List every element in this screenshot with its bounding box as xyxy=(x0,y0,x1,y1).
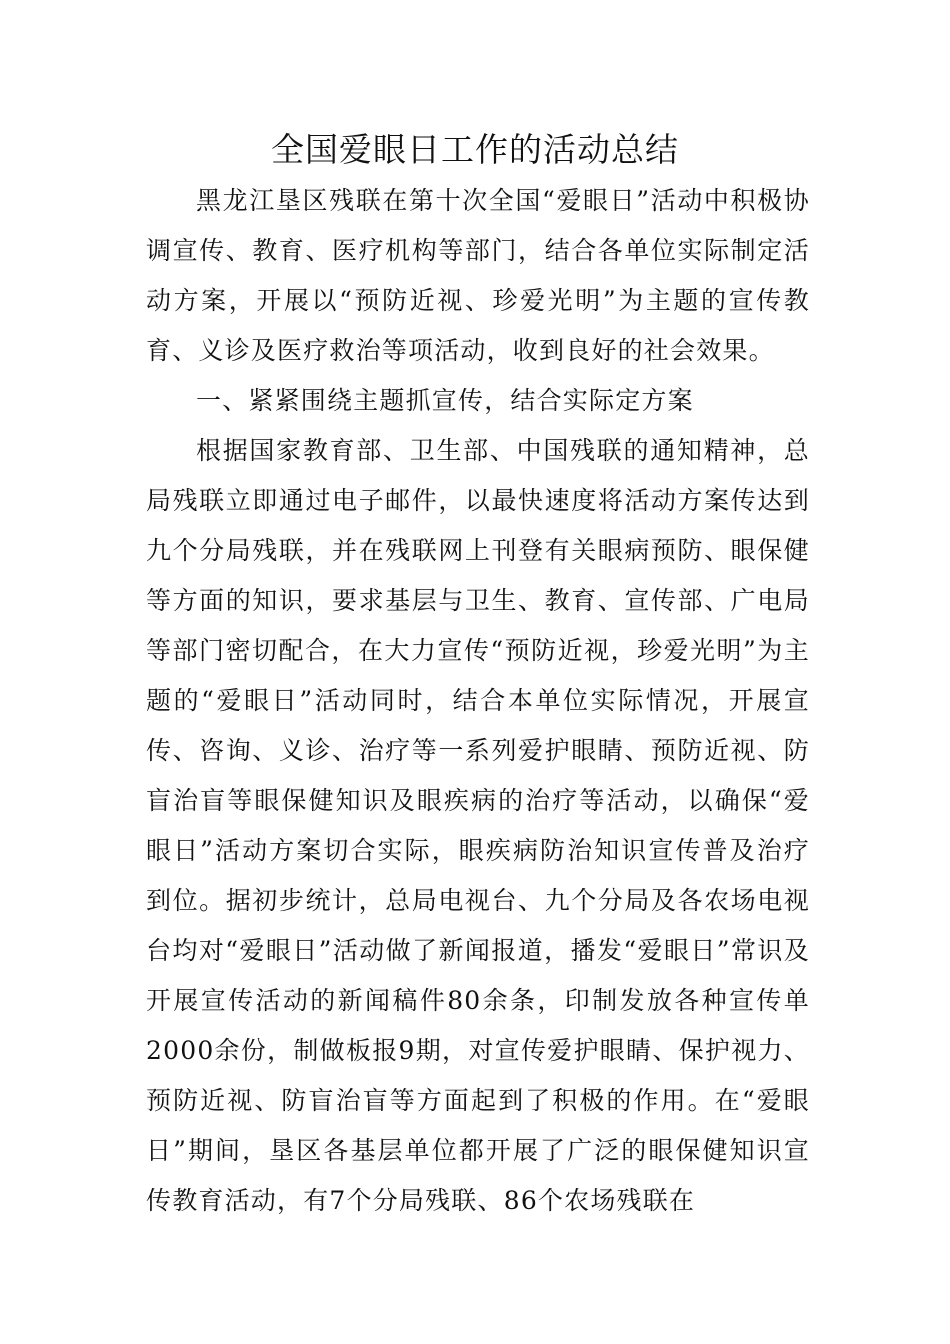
section-heading: 一、紧紧围绕主题抓宣传，结合实际定方案 xyxy=(196,386,694,415)
intro-paragraph: 黑龙江垦区残联在第十次全国“爱眼日”活动中积极协调宣传、教育、医疗机构等部门，结合各单位实际制定活动方案，开展以“预防近视、珍爱光明”为主题的宣传教育、义诊及医疗救治等项活动，收到良好的社会效果。 xyxy=(146,186,810,365)
body-paragraph: 根据国家教育部、卫生部、中国残联的通知精神，总局残联立即通过电子邮件，以最快速度将活动方案传达到九个分局残联，并在残联网上刊登有关眼病预防、眼保健等方面的知识，要求基层与卫生、教育、宣传部、广电局等部门密切配合，在大力宣传“预防近视，珍爱光明”为主题的“爱眼日”活动同时，结合本单位实际情况，开展宣传、咨询、义诊、治疗等一系列爱护眼睛、预防近视、防盲治盲等眼保健知识及眼疾病的治疗等活动，以确保“爱眼日”活动方案切合实际，眼疾病防治知识宣传普及治疗到位。据初步统计，总局电视台、九个分局及各农场电视台均对“爱眼日”活动做了新闻报道，播发“爱眼日”常识及开展宣传活动的新闻稿件80余条，印制发放各种宣传单2000余份，制做板报9期，对宣传爱护眼睛、保护视力、预防近视、防盲治盲等方面起到了积极的作用。在“爱眼日”期间，垦区各基层单位都开展了广泛的眼保健知识宣传教育活动，有7个分局残联、86个农场残联在 xyxy=(146,436,810,1215)
document-title: 全国爱眼日工作的活动总结 xyxy=(271,130,679,169)
document-body xyxy=(146,176,810,1226)
